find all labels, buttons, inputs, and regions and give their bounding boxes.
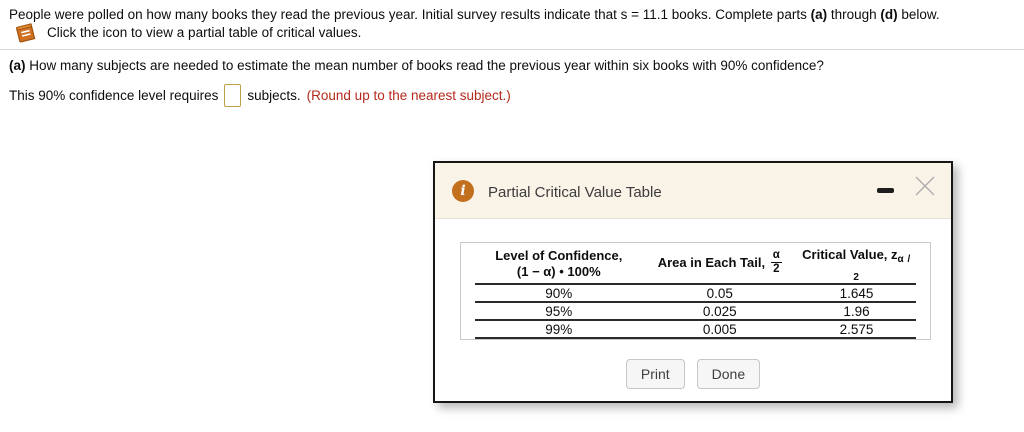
question-a	[9, 57, 824, 74]
subjects-answer-input[interactable]	[224, 84, 241, 107]
intro-part3: below.	[897, 7, 940, 22]
fraction-denominator: 2	[773, 263, 780, 275]
intro-bold-d: (d)	[880, 7, 898, 22]
table-row	[475, 284, 916, 302]
rounding-hint: (Round up to the nearest subject.)	[306, 88, 511, 103]
critical-value-table-container	[460, 242, 931, 340]
info-icon: i	[452, 180, 474, 202]
cell-confidence: 99%	[475, 320, 643, 338]
print-button[interactable]: Print	[626, 359, 685, 389]
intro-part1: People were polled on how many books they read the previous year. Initial survey results indicate that s = 11.1 books. Complete parts	[9, 7, 811, 22]
section-divider	[0, 49, 1024, 50]
answer-prefix: This 90% confidence level requires	[9, 88, 219, 103]
dialog-button-row	[435, 359, 951, 389]
cell-confidence: 90%	[475, 284, 643, 302]
cell-tail-area: 0.005	[643, 320, 797, 338]
col1-header-line2: (1 − α) • 100%	[516, 263, 601, 279]
col1-header-line1: Level of Confidence,	[495, 247, 623, 263]
critical-value-table	[475, 244, 916, 339]
cell-critical-value: 1.645	[797, 284, 916, 302]
table-row	[475, 302, 916, 320]
answer-line	[9, 84, 511, 107]
critical-values-icon-line	[13, 21, 361, 44]
minimize-icon[interactable]	[877, 188, 894, 193]
question-a-text: How many subjects are needed to estimate the mean number of books read the previous year within six books with 90% confidence?	[25, 58, 824, 73]
fraction-numerator: α	[772, 249, 780, 261]
answer-suffix: subjects.	[247, 88, 301, 103]
table-header-row	[475, 244, 916, 284]
done-button[interactable]: Done	[697, 359, 760, 389]
cell-tail-area: 0.05	[643, 284, 797, 302]
book-icon[interactable]	[13, 21, 39, 44]
close-icon[interactable]	[913, 174, 937, 198]
col-header-area-in-each-tail	[643, 244, 797, 284]
intro-bold-a: (a)	[810, 7, 828, 22]
col3-header-prefix: Critical Value, z	[802, 247, 898, 262]
alpha-over-2-fraction	[771, 250, 782, 275]
col-header-critical-value	[797, 244, 916, 284]
col2-header-prefix: Area in Each Tail,	[657, 254, 766, 270]
cell-critical-value: 2.575	[797, 320, 916, 338]
critical-value-dialog	[433, 161, 953, 403]
dialog-title: Partial Critical Value Table	[488, 184, 662, 201]
cell-confidence: 95%	[475, 302, 643, 320]
cell-critical-value: 1.96	[797, 302, 916, 320]
icon-line-text: Click the icon to view a partial table of critical values.	[47, 25, 362, 40]
table-row	[475, 320, 916, 338]
col-header-level-of-confidence	[475, 244, 643, 284]
col3-header-subscript: α / 2	[853, 254, 911, 283]
dialog-header	[435, 163, 951, 219]
question-a-label: (a)	[9, 58, 26, 73]
intro-part2: through	[827, 7, 881, 22]
cell-tail-area: 0.025	[643, 302, 797, 320]
